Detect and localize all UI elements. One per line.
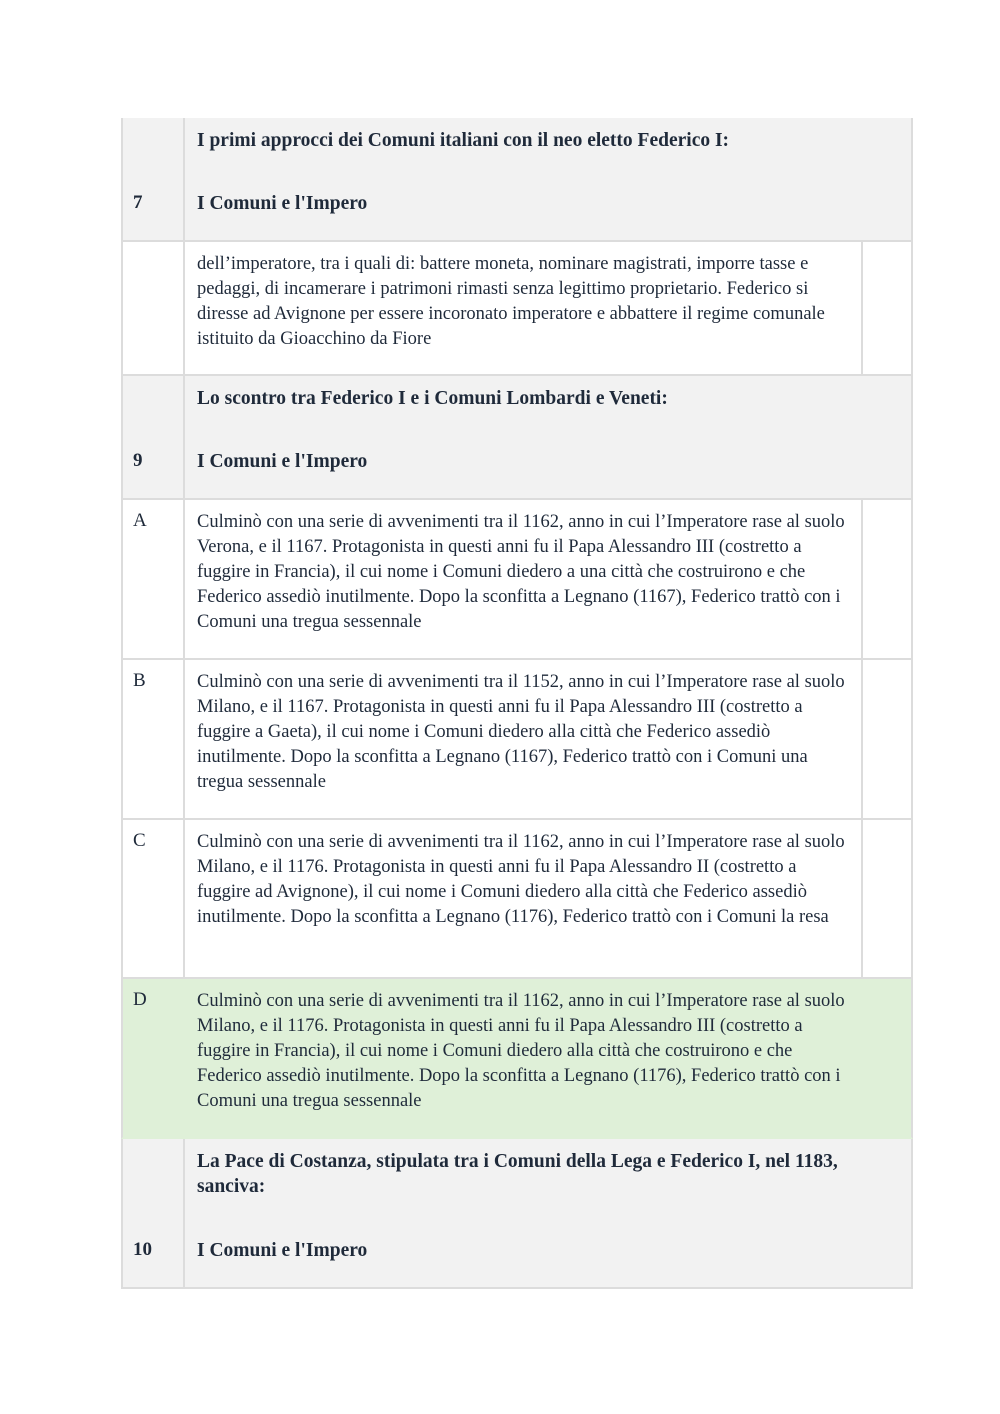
question-body: [185, 118, 911, 240]
answer-letter: C: [133, 830, 146, 851]
answer-row-d-correct[interactable]: [121, 979, 913, 1139]
answer-letter: A: [133, 510, 147, 531]
question-body: [185, 376, 911, 498]
question-row-7: [121, 118, 913, 242]
answer-side-cell: [863, 500, 911, 658]
answer-letter-cell: [123, 979, 185, 1137]
answer-letter: B: [133, 670, 146, 691]
question-number: 7: [133, 192, 143, 213]
answer-text: Culminò con una serie di avvenimenti tra il 1162, anno in cui l’Imperatore rase al suolo Verona, e il 1167. Protagonista in questi anni fu il Papa Alessandro III (costretto a fuggire in Francia), il cui nome i Comuni diedero a una città che costruirono e che Federico assediò inutilmente. Dopo la sconfitta a Legnano (1167), Federico trattò con i Comuni una tregua sessennale: [185, 500, 863, 658]
question-body: [185, 1139, 911, 1287]
answer-letter-cell: [123, 660, 185, 818]
answer-side-cell: [863, 979, 911, 1137]
question-subject: I Comuni e l'Impero: [197, 193, 368, 214]
question-row-10: [121, 1139, 913, 1289]
answer-side-cell: [863, 820, 911, 977]
answer-row[interactable]: [121, 242, 913, 376]
answer-row-b[interactable]: [121, 660, 913, 820]
question-number: 9: [133, 450, 143, 471]
question-subject: I Comuni e l'Impero: [197, 451, 368, 472]
answer-letter-cell: [123, 820, 185, 977]
answer-letter: D: [133, 989, 147, 1010]
question-title: Lo scontro tra Federico I e i Comuni Lombardi e Veneti:: [197, 388, 668, 409]
answer-side-cell: [863, 242, 911, 374]
quiz-table: [121, 118, 913, 1289]
answer-text: dell’imperatore, tra i quali di: battere moneta, nominare magistrati, imporre tasse e pedaggi, di incamerare i patrimoni rimasti senza legittimo proprietario. Federico si diresse ad Avignone per essere incoronato imperatore e abbattere il regime comunale istituito da Gioacchino da Fiore: [185, 242, 863, 374]
answer-row-c[interactable]: [121, 820, 913, 979]
answer-letter-cell: [123, 242, 185, 374]
question-subject: I Comuni e l'Impero: [197, 1240, 368, 1261]
question-title: La Pace di Costanza, stipulata tra i Comuni della Lega e Federico I, nel 1183, sanciva:: [197, 1151, 838, 1197]
question-row-9: [121, 376, 913, 500]
question-number-cell: [123, 1139, 185, 1287]
answer-side-cell: [863, 660, 911, 818]
answer-row-a[interactable]: [121, 500, 913, 660]
question-number-cell: [123, 376, 185, 498]
answer-text: Culminò con una serie di avvenimenti tra il 1162, anno in cui l’Imperatore rase al suolo Milano, e il 1176. Protagonista in questi anni fu il Papa Alessandro II (costretto a fuggire ad Avignone), il cui nome i Comuni diedero alla città che Federico assediò inutilmente. Dopo la sconfitta a Legnano (1176), Federico trattò con i Comuni la resa: [185, 820, 863, 977]
question-number: 10: [133, 1239, 152, 1260]
question-number-cell: [123, 118, 185, 240]
answer-text: Culminò con una serie di avvenimenti tra il 1162, anno in cui l’Imperatore rase al suolo Milano, e il 1176. Protagonista in questi anni fu il Papa Alessandro III (costretto a fuggire in Francia), il cui nome i Comuni diedero alla città che costruirono e che Federico assediò inutilmente. Dopo la sconfitta a Legnano (1176), Federico trattò con i Comuni una tregua sessennale: [185, 979, 863, 1137]
question-title: I primi approcci dei Comuni italiani con il neo eletto Federico I:: [197, 130, 730, 151]
answer-text: Culminò con una serie di avvenimenti tra il 1152, anno in cui l’Imperatore rase al suolo Milano, e il 1167. Protagonista in questi anni fu il Papa Alessandro III (costretto a fuggire a Gaeta), il cui nome i Comuni diedero alla città che Federico assediò inutilmente. Dopo la sconfitta a Legnano (1167), Federico trattò con i Comuni una tregua sessennale: [185, 660, 863, 818]
answer-letter-cell: [123, 500, 185, 658]
